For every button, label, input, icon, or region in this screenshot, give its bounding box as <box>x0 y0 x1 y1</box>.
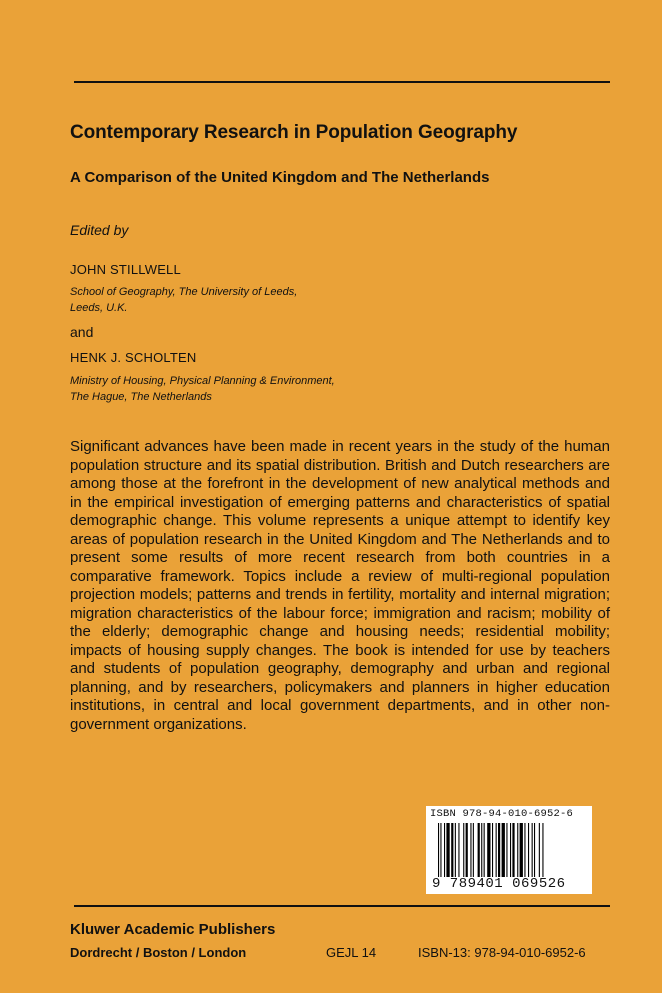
and-label: and <box>70 324 94 340</box>
editor-name: JOHN STILLWELL <box>70 262 181 277</box>
catalog-code: GEJL 14 <box>326 945 377 960</box>
publisher-places: Dordrecht / Boston / London <box>70 945 247 960</box>
isbn-13: ISBN-13: 978-94-010-6952-6 <box>418 945 586 960</box>
edited-by-label: Edited by <box>70 222 129 238</box>
book-subtitle: A Comparison of the United Kingdom and The Netherlands <box>70 169 490 186</box>
book-description: Significant advances have been made in recent years in the study of the human population structure and its spatial distribution. British and Dutch researchers are among those at the forefront in the development of new analytical methods and in the empirical investigation of emerging patterns and characteristics of spatial demographic change. This volume represents a unique attempt to identify key areas of population research in the United Kingdom and The Netherlands and to present some results of more recent research from both countries in a comparative framework. Topics include a review of multi-regional population projection models; patterns and trends in fertility, mortality and internal migration; migration characteristics of the labour force; immigration and racism; mobility of the elderly; demographic change and housing needs; residential mobility; impacts of housing supply changes. The book is intended for use by teachers and students of population geography, demography and urban and regional planning, and by researchers, policymakers and planners in higher education institutions, in central and local government departments, and in other non-government organizations. <box>70 438 610 733</box>
top-rule <box>74 81 610 83</box>
publisher-name: Kluwer Academic Publishers <box>70 921 276 938</box>
barcode <box>426 806 592 894</box>
affiliation-line: Ministry of Housing, Physical Planning & Environment, <box>70 375 335 387</box>
editor-affiliation <box>70 373 335 405</box>
affiliation-line: School of Geography, The University of Leeds, <box>70 286 298 298</box>
barcode-isbn-text: ISBN 978-94-010-6952-6 <box>430 808 574 820</box>
book-title: Contemporary Research in Population Geography <box>70 122 518 143</box>
barcode-bars-icon <box>438 823 584 877</box>
bottom-rule <box>74 905 610 907</box>
affiliation-line: Leeds, U.K. <box>70 302 128 314</box>
affiliation-line: The Hague, The Netherlands <box>70 391 212 403</box>
editor-affiliation <box>70 284 297 316</box>
editor-name: HENK J. SCHOLTEN <box>70 350 197 365</box>
barcode-digits: 9 789401 069526 <box>432 876 566 892</box>
